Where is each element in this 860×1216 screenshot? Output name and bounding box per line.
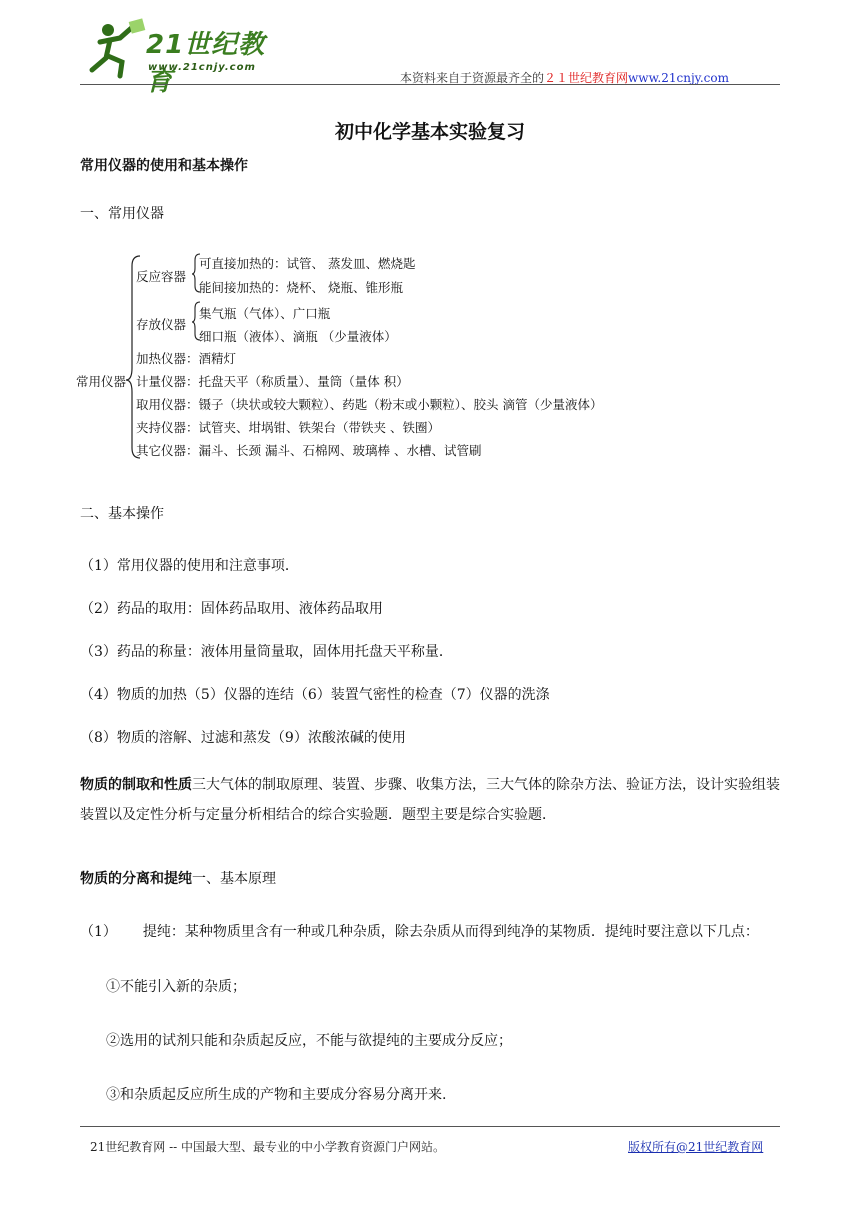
diagram-reactor-indirect: 能间接加热的：烧杯、 烧瓶、锥形瓶 xyxy=(199,280,403,295)
diagram-storage-gas: 集气瓶（气体）、广口瓶 xyxy=(199,306,331,321)
runner-logo-icon xyxy=(86,18,148,80)
footer-copyright-link[interactable]: 版权所有@21世纪教育网 xyxy=(628,1140,764,1154)
instrument-classification-diagram xyxy=(76,248,666,468)
header-divider xyxy=(80,84,780,85)
header-note-prefix: 本资料来自于资源最齐全的 xyxy=(400,71,545,85)
purification-text: 提纯：某种物质里含有一种或几种杂质，除去杂质从而得到纯净的某物质．提纯时要注意以下几点： xyxy=(142,924,759,940)
diagram-storage-liquid: 细口瓶（液体）、滴瓶 （少量液体） xyxy=(199,329,397,344)
section-heading-instruments: 常用仪器的使用和基本操作 xyxy=(80,158,248,174)
section-heading-preparation: 物质的制取和性质 xyxy=(80,777,192,793)
purification-definition xyxy=(80,921,759,941)
section-heading-separation: 物质的分离和提纯 xyxy=(80,871,192,887)
diagram-reactor: 反应容器 xyxy=(136,269,187,284)
subheading-basic-operations: 二、基本操作 xyxy=(80,506,164,522)
paragraph-preparation xyxy=(80,770,780,830)
operation-item: （1）常用仪器的使用和注意事项． xyxy=(80,558,299,574)
operation-item: （4）物质的加热（5）仪器的连结（6）装置气密性的检查（7）仪器的洗涤 xyxy=(80,687,550,703)
diagram-taking: 取用仪器：镊子（块状或较大颗粒）、药匙（粉末或小颗粒）、胶头 滴管（少量液体） xyxy=(136,397,603,412)
logo-text: 21世纪教育 xyxy=(146,30,266,97)
operation-item: （2）药品的取用：固体药品取用、液体药品取用 xyxy=(80,601,383,617)
page-title: 初中化学基本实验复习 xyxy=(334,121,525,143)
logo-url: www.21cnjy.com xyxy=(148,62,256,73)
purification-label: （1） xyxy=(80,924,117,940)
diagram-measuring: 计量仪器：托盘天平（称质量）、量筒（量体 积） xyxy=(136,374,409,389)
purification-point: ③和杂质起反应所生成的产物和主要成分容易分离开来. xyxy=(106,1087,447,1103)
header-note-site: ２１世纪教育网 xyxy=(544,71,629,85)
footer-text: 21世纪教育网 -- 中国最大型、最专业的中小学教育资源门户网站。 xyxy=(90,1140,446,1154)
diagram-other: 其它仪器：漏斗、长颈 漏斗、石棉网、玻璃棒 、水槽、试管刷 xyxy=(136,443,482,458)
paragraph-preparation-text: 三大气体的制取原理、装置、步骤、收集方法，三大气体的除杂方法、验证方法，设计实验组装装置以及定性分析与定量分析相结合的综合实验题．题型主要是综合实验题． xyxy=(80,777,780,823)
header-note-link[interactable]: www.21cnjy.com xyxy=(628,71,729,85)
diagram-holding: 夹持仪器：试管夹、坩埚钳、铁架台（带铁夹 、铁圈） xyxy=(136,420,440,435)
diagram-reactor-direct: 可直接加热的：试管、 蒸发皿、燃烧匙 xyxy=(199,256,416,271)
purification-point: ②选用的试剂只能和杂质起反应，不能与欲提纯的主要成分反应； xyxy=(106,1033,512,1049)
footer-divider xyxy=(80,1126,780,1127)
purification-point: ①不能引入新的杂质； xyxy=(106,979,246,995)
separation-principle: 一、基本原理 xyxy=(192,871,276,887)
paragraph-separation xyxy=(80,868,276,888)
diagram-root: 常用仪器 xyxy=(76,374,127,389)
operation-item: （8）物质的溶解、过滤和蒸发（9）浓酸浓碱的使用 xyxy=(80,730,406,746)
subheading-common-instruments: 一、常用仪器 xyxy=(80,206,164,222)
diagram-storage: 存放仪器 xyxy=(136,317,187,332)
diagram-heating: 加热仪器：酒精灯 xyxy=(136,351,237,366)
site-logo[interactable] xyxy=(86,14,286,97)
operation-item: （3）药品的称量：液体用量筒量取，固体用托盘天平称量． xyxy=(80,644,453,660)
